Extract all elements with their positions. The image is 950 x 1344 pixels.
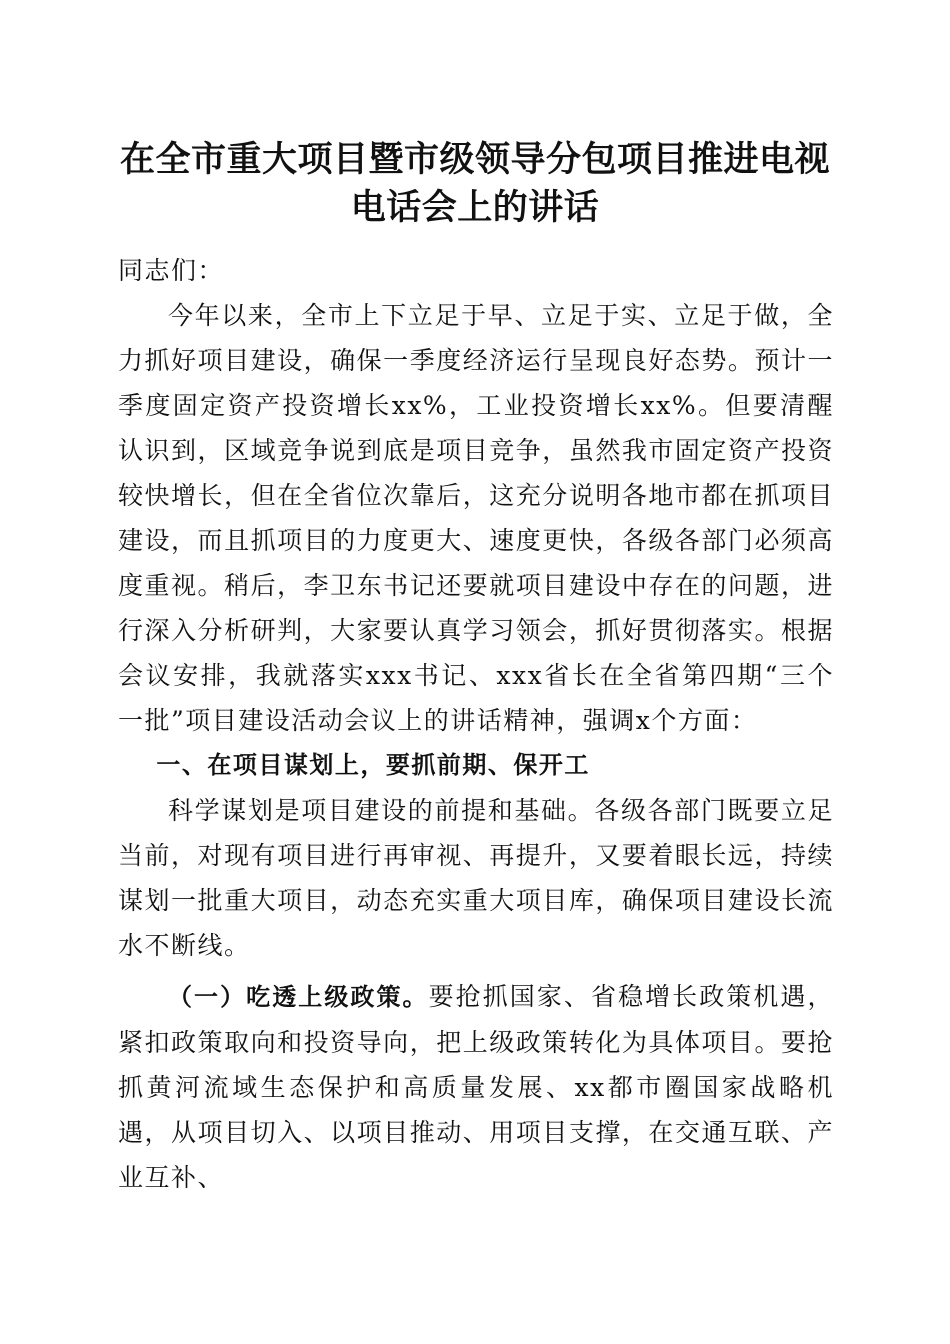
- document-body: [118, 248, 834, 1200]
- section-1-paragraph: 科学谋划是项目建设的前提和基础。各级各部门既要立足当前，对现有项目进行再审视、再提升，又要着眼长远，持续谋划一批重大项目，动态充实重大项目库，确保项目建设长流水不断线。: [118, 796, 834, 960]
- section-1-heading: 一、在项目谋划上，要抓前期、保开工: [156, 751, 590, 779]
- salutation: 同志们：: [118, 256, 225, 285]
- subsection-1-paragraph: [118, 974, 834, 1200]
- intro-paragraph: 今年以来，全市上下立足于早、立足于实、立足于做，全力抓好项目建设，确保一季度经济运行呈现良好态势。预计一季度固定资产投资增长xx%，工业投资增长xx%。但要清醒认识到，区域竞争说到底是项目竞争，虽然我市固定资产投资较快增长，但在全省位次靠后，这充分说明各地市都在抓项目建设，而且抓项目的力度更大、速度更快，各级各部门必须高度重视。稍后，李卫东书记还要就项目建设中存在的问题，进行深入分析研判，大家要认真学习领会，抓好贯彻落实。根据会议安排，我就落实xxx书记、xxx省长在全省第四期“三个一批”项目建设活动会议上的讲话精神，强调x个方面：: [118, 301, 834, 735]
- document-title: [100, 136, 850, 232]
- title-line-2: 电话会上的讲话: [350, 187, 600, 228]
- subsection-1-lead: （一）吃透上级政策。: [168, 983, 429, 1011]
- title-line-1: 在全市重大项目暨市级领导分包项目推进电视: [119, 139, 830, 180]
- subsection-1-text: 要抢抓国家、省稳增长政策机遇，紧扣政策取向和投资导向，把上级政策转化为具体项目。要抢抓黄河流域生态保护和高质量发展、xx都市圈国家战略机遇，从项目切入、以项目推动、用项目支撑，在交通互联、产业互补、: [118, 982, 834, 1192]
